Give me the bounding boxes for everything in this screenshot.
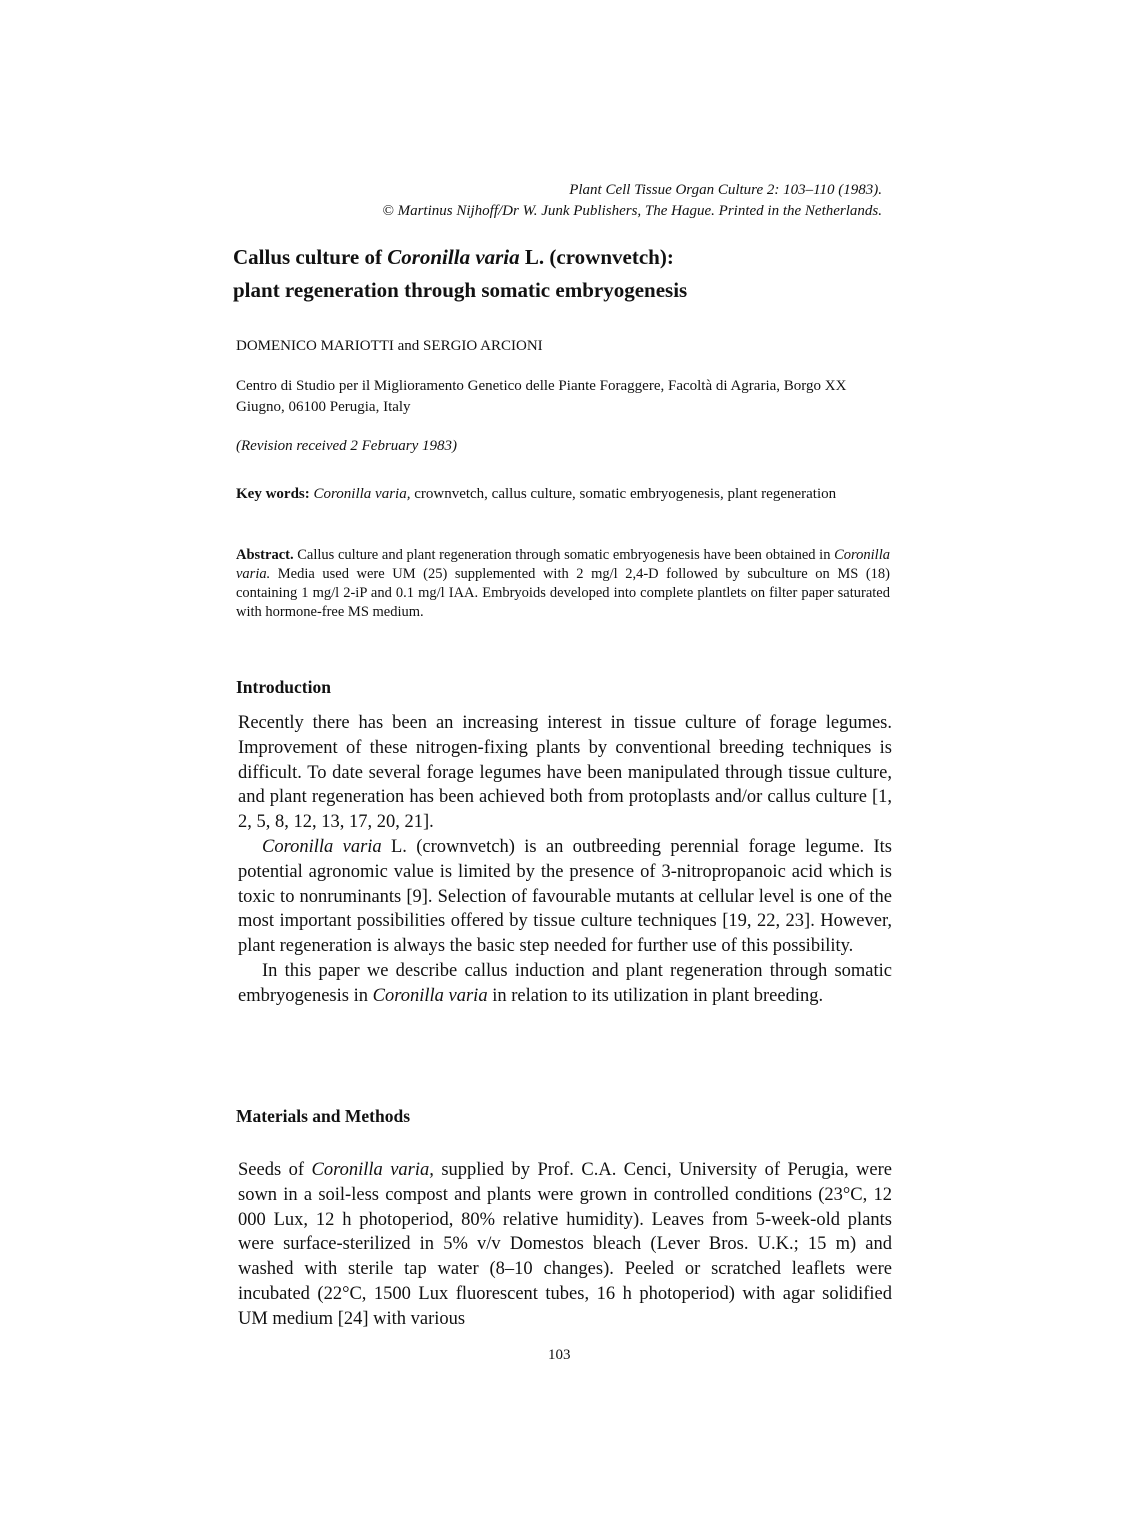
title-line-2: plant regeneration through somatic embryogenesis [233, 278, 688, 302]
methods-paragraph-1 [238, 1158, 892, 1332]
abstract-text-2: Media used were UM (25) supplemented with 2 mg/l 2,4-D followed by subculture on MS (18) containing 1 mg/l 2-iP and 0.1 mg/l IAA. Embryoids developed into complete plantlets on filter paper saturated with hormone-free MS medium. [236, 566, 890, 620]
introduction-heading: Introduction [236, 677, 331, 697]
intro-paragraph-1: Recently there has been an increasing interest in tissue culture of forage legumes. Improvement of these nitrogen-fixing plants by conventional breeding techniques is difficult. To date several forage legumes have been manipulated through tissue culture, and plant regeneration has been achieved both from protoplasts and/or callus culture [1, 2, 5, 8, 12, 13, 17, 20, 21]. [238, 713, 892, 833]
keywords-list: crownvetch, callus culture, somatic embryogenesis, plant regeneration [410, 486, 837, 502]
page-number: 103 [548, 1347, 571, 1363]
title-species: Coronilla varia [387, 245, 520, 269]
title-part-2: L. (crownvetch): [519, 245, 674, 269]
journal-line-1: Plant Cell Tissue Organ Culture 2: 103–110 (1983). [569, 182, 882, 198]
affiliation: Centro di Studio per il Miglioramento Genetico delle Piante Foraggere, Facoltà di Agraria, Borgo XX Giugno, 06100 Perugia, Italy [236, 378, 847, 415]
intro-paragraph-3-species: Coronilla varia [372, 985, 488, 1006]
title-part-1: Callus culture of [233, 245, 388, 269]
methods-species: Coronilla varia, [311, 1160, 434, 1180]
journal-line-2: © Martinus Nijhoff/Dr W. Junk Publishers, The Hague. Printed in the Netherlands. [382, 203, 882, 219]
authors: DOMENICO MARIOTTI and SERGIO ARCIONI [236, 338, 543, 354]
keywords-label: Key words: [236, 486, 310, 502]
methods-text-a: Seeds of [238, 1160, 312, 1180]
revision-note: (Revision received 2 February 1983) [236, 438, 458, 454]
intro-paragraph-3-text-a: In this paper we describe callus induction and plant regeneration through somatic embryogenesis in [238, 960, 892, 1006]
keywords [236, 484, 890, 505]
methods-text-b: supplied by Prof. C.A. Cenci, University of Perugia, were sown in a soil-less compost and plants were grown in controlled conditions (23°C, 12 000 Lux, 12 h photoperiod, 80% relative humidity). Leaves from 5-week-old plants were surface-sterilized in 5% v/v Domestos bleach (Lever Bros. U.K.; 15 m) and washed with sterile tap water (8–10 changes). Peeled or scratched leaflets were incubated (22°C, 1500 Lux fluorescent tubes, 16 h photoperiod) with agar solidified UM medium [24] with various [238, 1160, 892, 1329]
intro-species: Coronilla varia [262, 836, 382, 857]
methods-heading: Materials and Methods [236, 1106, 411, 1126]
abstract [236, 546, 890, 622]
abstract-species: Coronilla varia. [236, 547, 890, 582]
abstract-label: Abstract. [236, 547, 294, 563]
introduction-body [238, 711, 892, 1009]
paper-title [233, 241, 687, 307]
intro-paragraph-3-text-b: in relation to its utilization in plant breeding. [487, 985, 824, 1006]
methods-body [238, 1158, 892, 1332]
abstract-text-1: Callus culture and plant regeneration through somatic embryogenesis have been obtained in [293, 547, 835, 563]
intro-paragraph-2 [238, 835, 892, 959]
intro-paragraph-2-text: L. (crownvetch) is an outbreeding perennial forage legume. Its potential agronomic value is limited by the presence of 3-nitropropanoic acid which is toxic to nonruminants [9]. Selection of favourable mutants at cellular level is one of the most important possibilities offered by tissue culture techniques [19, 22, 23]. However, plant regeneration is always the basic step needed for further use of this possibility. [238, 836, 892, 957]
keywords-species: Coronilla varia, [313, 486, 411, 502]
intro-paragraph-3 [238, 959, 892, 1009]
journal-citation [382, 180, 882, 222]
